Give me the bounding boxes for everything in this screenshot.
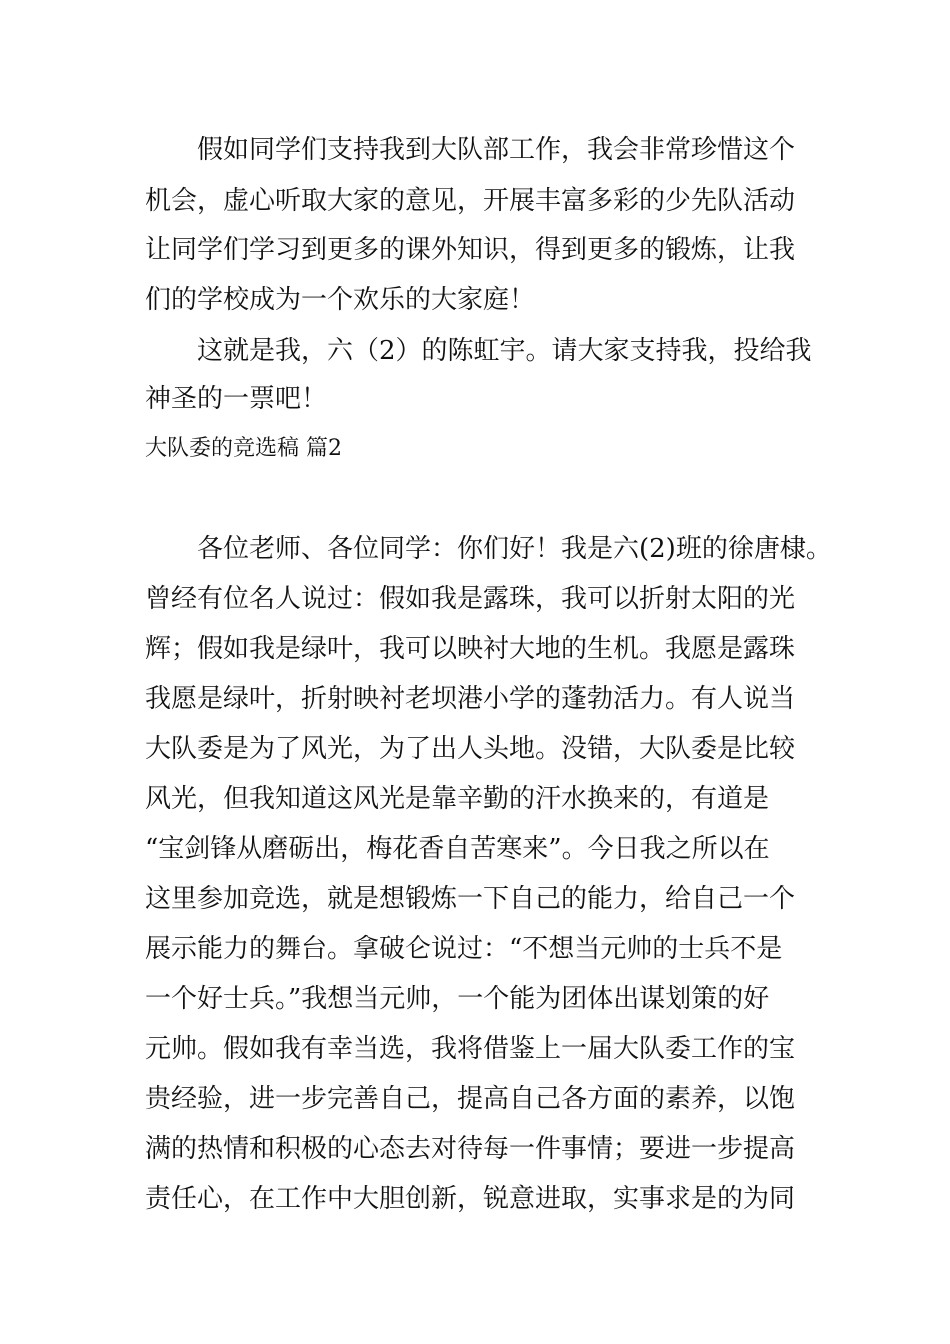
paragraph-line: 神圣的一票吧！ bbox=[145, 384, 328, 414]
paragraph-line: 展示能力的舞台。拿破仑说过：“不想当元帅的士兵不是 bbox=[145, 934, 783, 964]
paragraph-line: 满的热情和积极的心态去对待每一件事情；要进一步提高 bbox=[145, 1134, 796, 1164]
paragraph-line: 让同学们学习到更多的课外知识，得到更多的锻炼，让我 bbox=[145, 235, 796, 265]
paragraph-line: “宝剑锋从磨砺出，梅花香自苦寒来”。今日我之所以在 bbox=[145, 834, 770, 864]
paragraph-line: 这里参加竞选，就是想锻炼一下自己的能力，给自己一个 bbox=[145, 884, 796, 914]
paragraph-line: 我愿是绿叶，折射映衬老坝港小学的蓬勃活力。有人说当 bbox=[145, 684, 796, 714]
paragraph-line: 机会，虚心听取大家的意见，开展丰富多彩的少先队活动 bbox=[145, 186, 796, 216]
paragraph-line: 一个好士兵。”我想当元帅，一个能为团体出谋划策的好 bbox=[145, 984, 770, 1014]
paragraph-line: 曾经有位名人说过：假如我是露珠，我可以折射太阳的光 bbox=[145, 584, 796, 614]
paragraph-line: 这就是我，六（2）的陈虹宇。请大家支持我，投给我 bbox=[145, 336, 812, 366]
paragraph-line: 辉；假如我是绿叶，我可以映衬大地的生机。我愿是露珠 bbox=[145, 634, 796, 664]
paragraph-line: 元帅。假如我有幸当选，我将借鉴上一届大队委工作的宝 bbox=[145, 1034, 796, 1064]
paragraph-line: 们的学校成为一个欢乐的大家庭！ bbox=[145, 285, 536, 315]
paragraph-line: 大队委是为了风光，为了出人头地。没错，大队委是比较 bbox=[145, 734, 796, 764]
paragraph-line: 贵经验，进一步完善自己，提高自己各方面的素养，以饱 bbox=[145, 1084, 796, 1114]
paragraph-line: 责任心，在工作中大胆创新，锐意进取，实事求是的为同 bbox=[145, 1184, 796, 1214]
paragraph-line: 各位老师、各位同学：你们好！我是六(2)班的徐唐棣。 bbox=[145, 534, 832, 564]
section-heading: 大队委的竞选稿 篇2 bbox=[145, 436, 342, 461]
paragraph-line: 假如同学们支持我到大队部工作，我会非常珍惜这个 bbox=[145, 135, 796, 165]
paragraph-line: 风光，但我知道这风光是靠辛勤的汗水换来的，有道是 bbox=[145, 784, 770, 814]
